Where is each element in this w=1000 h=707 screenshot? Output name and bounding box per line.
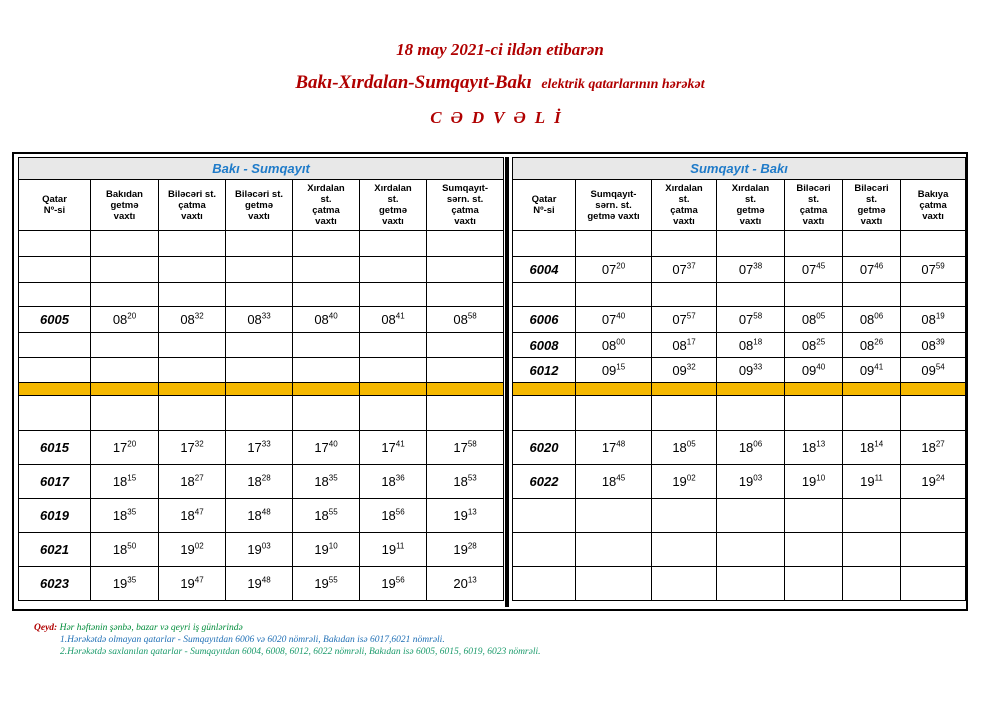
time-cell: $08^{19}$ (901, 307, 966, 333)
time-cell (226, 257, 293, 283)
time-cell: $08^{06}$ (843, 307, 901, 333)
time-cell (901, 533, 966, 567)
time-cell (360, 257, 427, 283)
title-schedule-word: CƏDVƏLİ (430, 108, 570, 127)
note-label: Qeyd: (34, 623, 58, 633)
time-cell (159, 283, 226, 307)
time-cell (293, 257, 360, 283)
section-divider (505, 157, 509, 607)
time-cell (91, 383, 159, 396)
time-cell (843, 396, 901, 431)
column-header: Xırdalan st. çatma vaxtı (652, 180, 717, 231)
train-number: 6022 (513, 465, 576, 499)
route-name: Bakı-Xırdalan-Sumqayıt-Bakı (295, 72, 532, 93)
time-cell (360, 283, 427, 307)
time-cell: $09^{15}$ (576, 358, 652, 383)
time-cell: $19^{35}$ (91, 567, 159, 601)
time-cell (360, 231, 427, 257)
time-cell: $19^{11}$ (360, 533, 427, 567)
title-route-line (0, 72, 1000, 94)
baku-sumqayit-section (18, 157, 503, 601)
time-cell (843, 567, 901, 601)
time-cell: $08^{20}$ (91, 307, 159, 333)
direction-header: Sumqayıt - Bakı (513, 158, 966, 180)
table-row (513, 257, 966, 283)
time-cell: $19^{24}$ (901, 465, 966, 499)
time-cell: $17^{20}$ (91, 431, 159, 465)
train-number (19, 283, 91, 307)
time-cell: $19^{48}$ (226, 567, 293, 601)
time-cell (652, 383, 717, 396)
time-cell: $07^{46}$ (843, 257, 901, 283)
table-row (513, 431, 966, 465)
time-cell: $07^{40}$ (576, 307, 652, 333)
time-cell (159, 383, 226, 396)
column-header: Xırdalan st. çatma vaxtı (293, 180, 360, 231)
time-cell (652, 231, 717, 257)
train-number: 6012 (513, 358, 576, 383)
time-cell: $07^{59}$ (901, 257, 966, 283)
time-cell: $19^{13}$ (427, 499, 504, 533)
time-cell (901, 567, 966, 601)
time-cell: $09^{40}$ (785, 358, 843, 383)
notes-block (34, 622, 541, 658)
table-row (513, 465, 966, 499)
time-cell: $18^{35}$ (91, 499, 159, 533)
direction-header: Bakı - Sumqayıt (19, 158, 504, 180)
time-cell (427, 231, 504, 257)
time-cell (843, 231, 901, 257)
time-cell (293, 231, 360, 257)
time-cell (427, 396, 504, 431)
time-cell (226, 396, 293, 431)
train-number: 6019 (19, 499, 91, 533)
time-cell (717, 396, 785, 431)
time-cell (717, 567, 785, 601)
time-cell: $19^{02}$ (652, 465, 717, 499)
train-number (513, 396, 576, 431)
table-row (513, 333, 966, 358)
time-cell (785, 231, 843, 257)
time-cell (576, 283, 652, 307)
time-cell: $19^{10}$ (293, 533, 360, 567)
column-header: Qatar Nº-si (19, 180, 91, 231)
time-cell (159, 396, 226, 431)
time-cell (901, 283, 966, 307)
table-row (19, 358, 504, 383)
time-cell: $07^{57}$ (652, 307, 717, 333)
column-header: Biləcəri st. getmə vaxtı (843, 180, 901, 231)
train-number (19, 257, 91, 283)
time-cell (360, 396, 427, 431)
table-row (19, 283, 504, 307)
time-cell: $08^{58}$ (427, 307, 504, 333)
train-number (19, 358, 91, 383)
time-cell (427, 257, 504, 283)
time-cell (159, 231, 226, 257)
table-row (19, 396, 504, 431)
train-number (513, 499, 576, 533)
time-cell: $18^{13}$ (785, 431, 843, 465)
time-cell: $18^{27}$ (159, 465, 226, 499)
time-cell (226, 333, 293, 358)
time-cell: $18^{35}$ (293, 465, 360, 499)
time-cell: $18^{14}$ (843, 431, 901, 465)
time-cell (293, 396, 360, 431)
time-cell (901, 396, 966, 431)
baku-sumqayit-table (18, 157, 504, 601)
time-cell: $07^{37}$ (652, 257, 717, 283)
note-intro-text: Hər həftənin şənbə, bazar və qeyri iş günlərində (59, 623, 243, 633)
table-row (19, 567, 504, 601)
time-cell: $09^{41}$ (843, 358, 901, 383)
table-row (513, 358, 966, 383)
time-cell (717, 283, 785, 307)
table-row (19, 533, 504, 567)
train-number (19, 396, 91, 431)
time-cell: $08^{26}$ (843, 333, 901, 358)
train-number: 6008 (513, 333, 576, 358)
time-cell (293, 283, 360, 307)
column-header: Qatar Nº-si (513, 180, 576, 231)
sumqayit-baku-section (512, 157, 965, 601)
time-cell: $17^{32}$ (159, 431, 226, 465)
train-number (19, 333, 91, 358)
time-cell (785, 533, 843, 567)
time-cell: $07^{20}$ (576, 257, 652, 283)
time-cell (717, 383, 785, 396)
schedule-frame (12, 152, 968, 611)
column-header: Biləcəri st. çatma vaxtı (159, 180, 226, 231)
table-row (19, 333, 504, 358)
time-cell: $19^{11}$ (843, 465, 901, 499)
time-cell (652, 533, 717, 567)
time-cell (293, 333, 360, 358)
time-cell (427, 283, 504, 307)
time-cell (785, 383, 843, 396)
time-cell (576, 383, 652, 396)
table-row (19, 499, 504, 533)
time-cell: $20^{13}$ (427, 567, 504, 601)
time-cell (427, 333, 504, 358)
column-header: Xırdalan st. getmə vaxtı (717, 180, 785, 231)
time-cell (576, 533, 652, 567)
table-row (513, 283, 966, 307)
table-row (19, 431, 504, 465)
time-cell (576, 396, 652, 431)
column-header: Sumqayıt- sərn. st. getmə vaxtı (576, 180, 652, 231)
time-cell (91, 333, 159, 358)
time-cell (901, 383, 966, 396)
table-row (19, 307, 504, 333)
time-cell: $17^{41}$ (360, 431, 427, 465)
time-cell (901, 231, 966, 257)
time-cell: $08^{39}$ (901, 333, 966, 358)
train-number: 6021 (19, 533, 91, 567)
time-cell: $08^{18}$ (717, 333, 785, 358)
time-cell: $18^{15}$ (91, 465, 159, 499)
time-cell: $18^{53}$ (427, 465, 504, 499)
time-cell (226, 231, 293, 257)
time-cell (360, 383, 427, 396)
time-cell: $18^{47}$ (159, 499, 226, 533)
time-cell: $08^{33}$ (226, 307, 293, 333)
train-number: 6017 (19, 465, 91, 499)
time-cell: $19^{02}$ (159, 533, 226, 567)
time-cell (293, 358, 360, 383)
train-number (513, 283, 576, 307)
time-cell: $18^{28}$ (226, 465, 293, 499)
time-cell: $19^{55}$ (293, 567, 360, 601)
time-cell (427, 383, 504, 396)
time-cell (576, 499, 652, 533)
time-cell: $08^{40}$ (293, 307, 360, 333)
time-cell: $18^{45}$ (576, 465, 652, 499)
time-cell: $19^{03}$ (226, 533, 293, 567)
time-cell: $09^{54}$ (901, 358, 966, 383)
table-row (19, 383, 504, 396)
sumqayit-baku-table (512, 157, 966, 601)
table-row (513, 499, 966, 533)
time-cell (360, 333, 427, 358)
train-number: 6020 (513, 431, 576, 465)
time-cell (91, 283, 159, 307)
time-cell: $18^{55}$ (293, 499, 360, 533)
train-number: 6006 (513, 307, 576, 333)
time-cell (843, 499, 901, 533)
time-cell: $19^{56}$ (360, 567, 427, 601)
time-cell: $18^{50}$ (91, 533, 159, 567)
time-cell (843, 533, 901, 567)
time-cell (717, 499, 785, 533)
time-cell: $19^{10}$ (785, 465, 843, 499)
time-cell (360, 358, 427, 383)
route-subtitle: elektrik qatarlarının hərəkət (541, 77, 705, 92)
table-row (19, 231, 504, 257)
column-header: Xırdalan st. getmə vaxtı (360, 180, 427, 231)
time-cell (159, 358, 226, 383)
time-cell (717, 231, 785, 257)
time-cell: $19^{28}$ (427, 533, 504, 567)
time-cell: $19^{47}$ (159, 567, 226, 601)
time-cell (785, 499, 843, 533)
time-cell: $18^{48}$ (226, 499, 293, 533)
time-cell: $07^{58}$ (717, 307, 785, 333)
train-number (19, 231, 91, 257)
time-cell (226, 358, 293, 383)
table-row (513, 307, 966, 333)
time-cell (91, 257, 159, 283)
time-cell (785, 283, 843, 307)
note-item-2: 2.Hərəkətdə saxlanılan qatarlar - Sumqayıtdan 6004, 6008, 6012, 6022 nömrəli, Bakıdan isə 6005, 6015, 6019, 6023 nömrəli. (60, 647, 541, 657)
time-cell: $08^{17}$ (652, 333, 717, 358)
time-cell: $17^{40}$ (293, 431, 360, 465)
time-cell (652, 283, 717, 307)
table-row (513, 396, 966, 431)
time-cell: $09^{32}$ (652, 358, 717, 383)
time-cell: $08^{41}$ (360, 307, 427, 333)
time-cell (652, 499, 717, 533)
time-cell: $19^{03}$ (717, 465, 785, 499)
time-cell (717, 533, 785, 567)
time-cell (576, 231, 652, 257)
time-cell (226, 283, 293, 307)
time-cell (159, 257, 226, 283)
table-row (513, 383, 966, 396)
time-cell: $07^{45}$ (785, 257, 843, 283)
time-cell: $18^{05}$ (652, 431, 717, 465)
time-cell (652, 396, 717, 431)
time-cell (785, 567, 843, 601)
time-cell (427, 358, 504, 383)
column-header: Biləcəri st. çatma vaxtı (785, 180, 843, 231)
time-cell: $18^{36}$ (360, 465, 427, 499)
note-intro (34, 622, 541, 634)
train-number (513, 383, 576, 396)
train-number (513, 231, 576, 257)
time-cell: $09^{33}$ (717, 358, 785, 383)
time-cell: $18^{27}$ (901, 431, 966, 465)
table-row (513, 567, 966, 601)
time-cell (901, 499, 966, 533)
time-cell: $18^{06}$ (717, 431, 785, 465)
train-number (513, 567, 576, 601)
table-row (19, 465, 504, 499)
train-number (19, 383, 91, 396)
time-cell: $17^{48}$ (576, 431, 652, 465)
time-cell (652, 567, 717, 601)
time-cell (843, 283, 901, 307)
note-item-1: 1.Hərəkətdə olmayan qatarlar - Sumqayıtdan 6006 və 6020 nömrəli, Bakıdan isə 6017,6021 nömrəli. (60, 635, 445, 645)
train-number: 6023 (19, 567, 91, 601)
column-header: Biləcəri st. getmə vaxtı (226, 180, 293, 231)
time-cell: $08^{25}$ (785, 333, 843, 358)
time-cell: $17^{33}$ (226, 431, 293, 465)
time-cell: $08^{00}$ (576, 333, 652, 358)
column-header: Sumqayıt- sərn. st. çatma vaxtı (427, 180, 504, 231)
time-cell (226, 383, 293, 396)
time-cell: $08^{32}$ (159, 307, 226, 333)
time-cell: $17^{58}$ (427, 431, 504, 465)
title-date-line: 18 may 2021-ci ildən etibarən (396, 40, 604, 59)
table-row (19, 257, 504, 283)
time-cell (91, 396, 159, 431)
table-row (513, 231, 966, 257)
train-number: 6015 (19, 431, 91, 465)
time-cell: $18^{56}$ (360, 499, 427, 533)
train-number: 6004 (513, 257, 576, 283)
column-header: Bakıdan getmə vaxtı (91, 180, 159, 231)
time-cell (91, 231, 159, 257)
time-cell: $08^{05}$ (785, 307, 843, 333)
table-row (513, 533, 966, 567)
time-cell: $07^{38}$ (717, 257, 785, 283)
time-cell (91, 358, 159, 383)
train-number (513, 533, 576, 567)
time-cell (159, 333, 226, 358)
column-header: Bakıya çatma vaxtı (901, 180, 966, 231)
train-number: 6005 (19, 307, 91, 333)
time-cell (843, 383, 901, 396)
time-cell (576, 567, 652, 601)
time-cell (293, 383, 360, 396)
time-cell (785, 396, 843, 431)
